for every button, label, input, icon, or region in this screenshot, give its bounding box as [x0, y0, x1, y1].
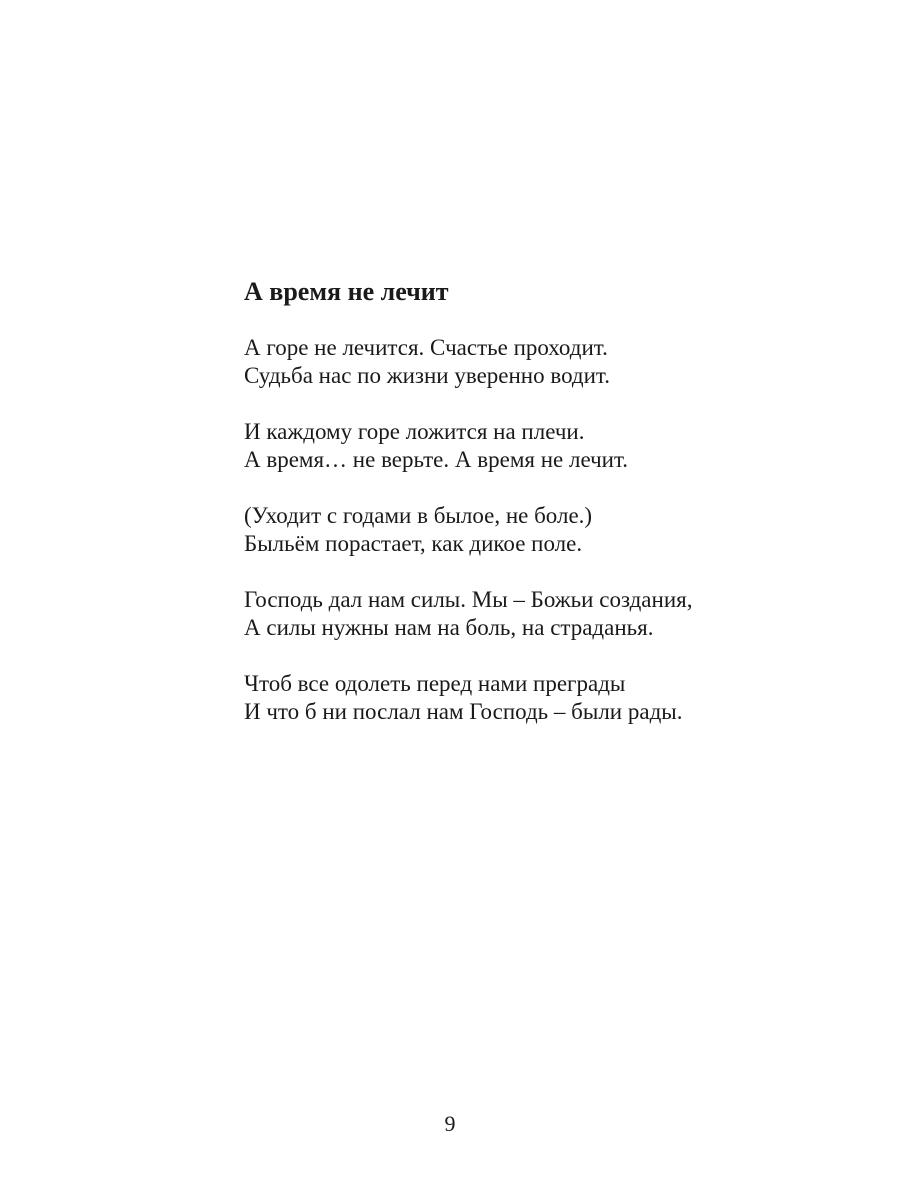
- poem-stanzas: [244, 334, 844, 726]
- stanza: [244, 418, 844, 474]
- poem-line: А время… не верьте. А время не лечит.: [244, 447, 629, 472]
- page-number: 9: [444, 1111, 456, 1136]
- poem-line: Чтоб все одолеть перед нами преграды: [244, 671, 626, 696]
- poem-line: И каждому горе ложится на плечи.: [244, 419, 585, 444]
- poem-line: Быльём порастает, как дикое поле.: [244, 531, 583, 556]
- poem-line: Господь дал нам силы. Мы – Божьи создания,: [244, 587, 693, 612]
- poem-line: (Уходит с годами в былое, не боле.): [244, 503, 593, 528]
- poem-line: А горе не лечится. Счастье проходит.: [244, 335, 608, 360]
- poem-line: А силы нужны нам на боль, на страданья.: [244, 615, 654, 640]
- poem: [244, 272, 844, 754]
- stanza: [244, 670, 844, 726]
- stanza: [244, 334, 844, 390]
- stanza: [244, 502, 844, 558]
- poem-line: И что б ни послал нам Господь – были рады.: [244, 699, 683, 724]
- stanza: [244, 586, 844, 642]
- poem-line: Судьба нас по жизни уверенно водит.: [244, 363, 610, 388]
- poem-title: А время не лечит: [244, 277, 449, 306]
